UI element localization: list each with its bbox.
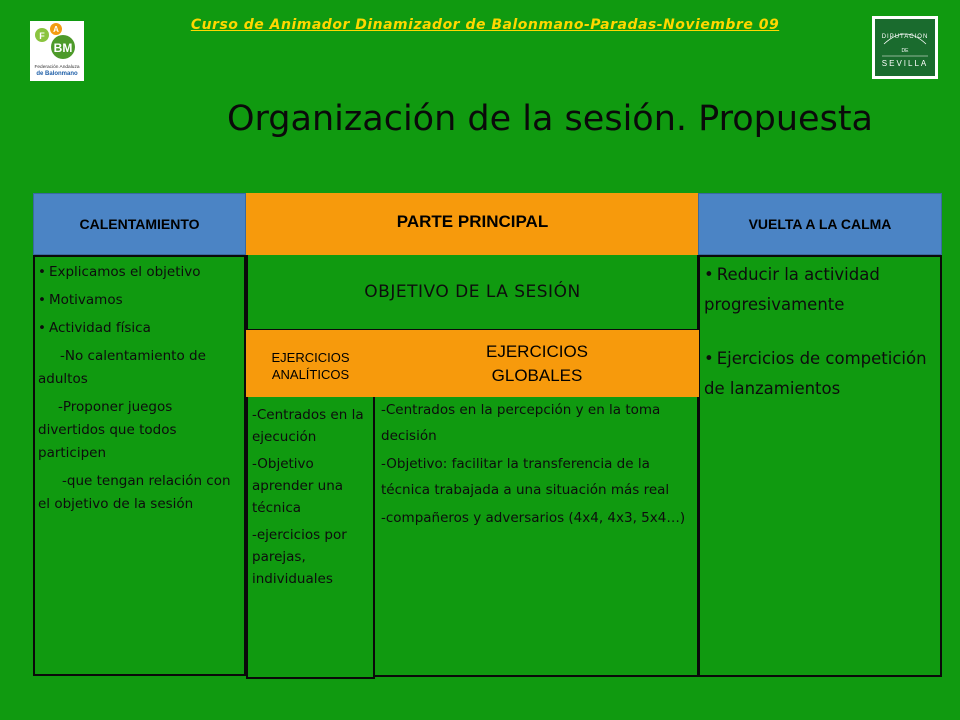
calentamiento-list [38,261,240,521]
course-title[interactable]: Curso de Animador Dinamizador de Balonmano-Paradas-Noviembre 09 [190,17,780,33]
list-item: -Centrados en la ejecución [252,407,364,445]
list-item: -No calentamiento de adultos [38,348,206,387]
analiticos-header [246,330,375,397]
list-item: • Motivamos [38,289,240,312]
list-item: • Ejercicios de competición de lanzamientos [704,344,936,404]
list-item: -Centrados en la percepción y en la toma decisión [381,402,661,444]
analiticos-header-line2: ANALÍTICOS [271,366,350,382]
sevilla-logo-line3: SEVILLA [881,59,929,68]
analiticos-list [252,404,372,595]
list-item: • Actividad física [38,317,240,340]
parte-principal-header: PARTE PRINCIPAL [246,193,699,255]
fabm-logo [30,21,84,81]
fabm-logo-letter-f: F [39,31,45,41]
globales-header [375,330,699,397]
page-title: Organización de la sesión. Propuesta [226,99,873,139]
list-item: -Proponer juegos divertidos que todos participen [38,399,177,461]
fabm-logo-letters-bm: BM [53,41,73,55]
list-item: • Explicamos el objetivo [38,261,240,284]
fabm-logo-line2: de Balonmano [36,71,78,77]
diputacion-sevilla-logo [872,16,938,79]
globales-header-line1: EJERCICIOS [485,341,589,361]
list-item: -Objetivo: facilitar la transferencia de la técnica trabajada a una situación más real [381,456,670,498]
analiticos-header-line1: EJERCICIOS [271,349,350,365]
fabm-logo-line1: Federación Andaluza [34,65,80,70]
calma-list [704,260,936,428]
vuelta-calma-header: VUELTA A LA CALMA [698,193,942,255]
list-item: -Objetivo aprender una técnica [252,456,344,516]
list-item: -compañeros y adversarios (4x4, 4x3, 5x4…) [381,510,686,526]
calentamiento-header: CALENTAMIENTO [33,193,246,255]
objetivo-sesion-label: OBJETIVO DE LA SESIÓN [364,282,581,302]
list-item: -que tengan relación con el objetivo de la sesión [38,473,231,512]
globales-list [381,397,697,533]
sevilla-logo-line1: DIPUTACION [881,34,929,40]
globales-header-line2: GLOBALES [491,365,583,385]
list-item: -ejercicios por parejas, individuales [252,527,347,587]
sevilla-logo-line2: DE [901,48,909,54]
fabm-logo-letter-a: A [53,25,59,34]
list-item: • Reducir la actividad progresivamente [704,260,936,320]
